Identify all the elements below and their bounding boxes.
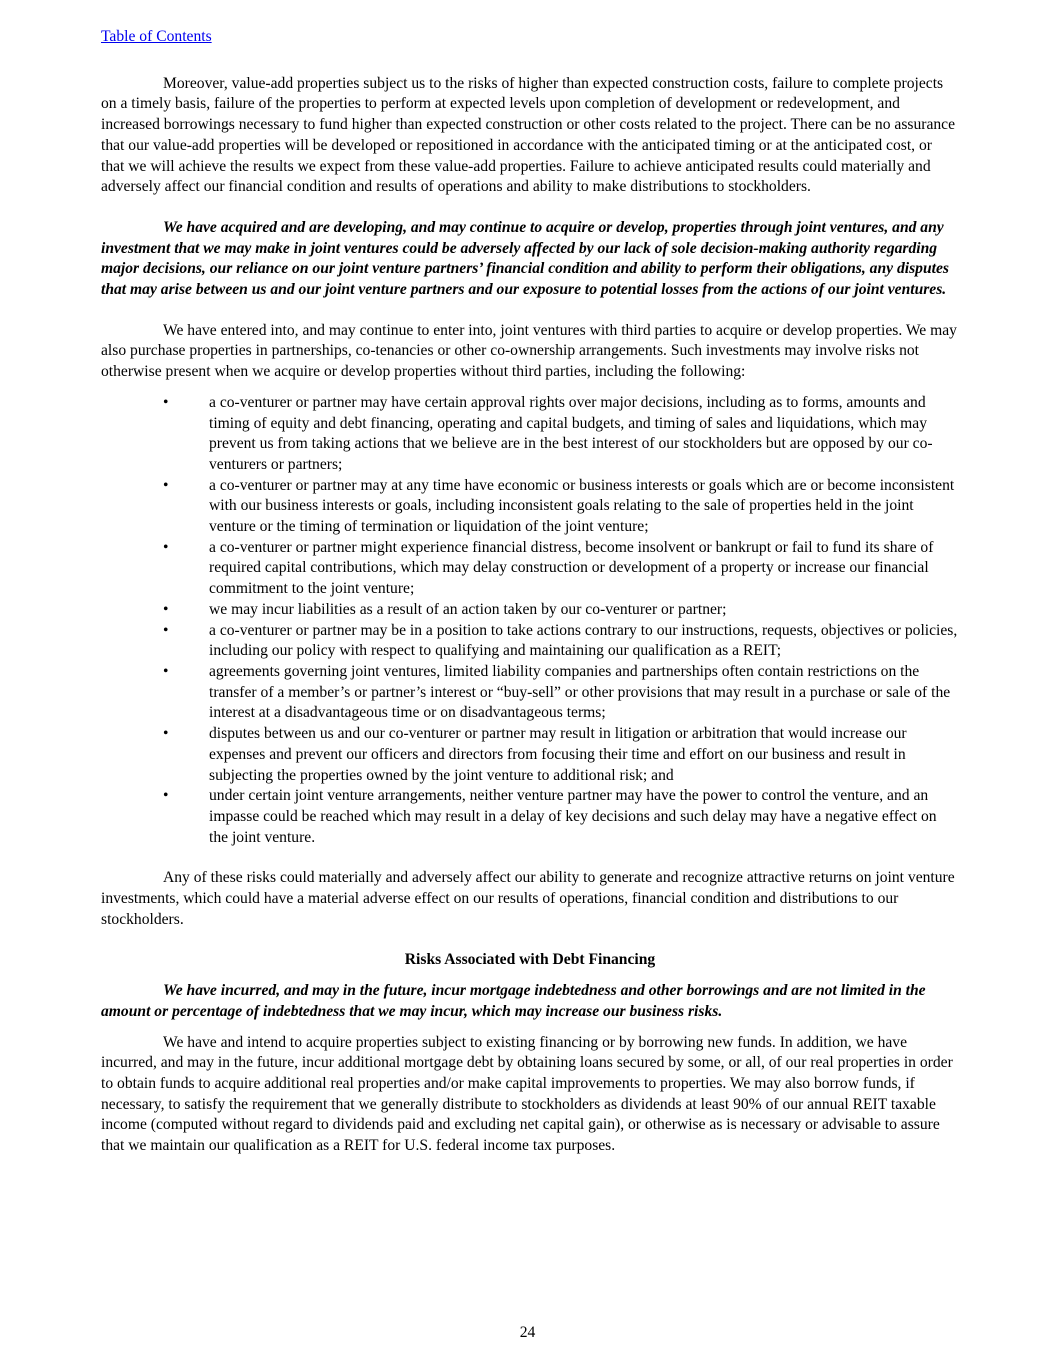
- bullet-icon: •: [163, 600, 169, 618]
- risk-heading-mortgage-indebtedness: We have incurred, and may in the future, incur mortgage indebtedness and other borrowings and are not limited in the amount or percentage of indebtedness that we may incur, which may increase our business risks.: [101, 982, 926, 1020]
- list-item-text: a co-venturer or partner may at any time have economic or business interests or goals which are or become inconsistent with our business interests or goals, including inconsistent goals relating to the sale of properties held in the joint venture or the timing of termination or liquidation of the joint venture;: [209, 476, 955, 536]
- list-item: [101, 393, 959, 476]
- bullet-icon: •: [163, 393, 169, 411]
- list-item: [101, 476, 959, 538]
- document-page: [101, 27, 959, 1157]
- section-heading-debt-financing: Risks Associated with Debt Financing: [404, 951, 656, 969]
- bullet-icon: •: [163, 476, 169, 494]
- list-item: [101, 662, 959, 724]
- risk-heading-joint-ventures: We have acquired and are developing, and may continue to acquire or develop, properties through joint ventures, and any investment that we may make in joint ventures could be adversely affected by our lack of sole decision-making authority regarding major decisions, our reliance on our joint venture partners’ financial condition and ability to perform their obligations, any disputes that may arise between us and our joint venture partners and our exposure to potential losses from the actions of our joint ventures.: [101, 218, 949, 299]
- paragraph-joint-venture-summary: Any of these risks could materially and adversely affect our ability to generate and recognize attractive returns on joint venture investments, which could have a material adverse effect on our results of operations, financial condition and distributions to our stockholders.: [101, 869, 955, 928]
- bullet-icon: •: [163, 621, 169, 639]
- list-item-text: a co-venturer or partner may be in a position to take actions contrary to our instructions, requests, objectives or policies, including our policy with respect to qualifying and maintaining our qualification as a REIT;: [209, 621, 958, 660]
- paragraph-joint-ventures-intro: We have entered into, and may continue to enter into, joint ventures with third parties to acquire or develop properties. We may also purchase properties in partnerships, co-tenancies or other co-ownership arrangements. Such investments may involve risks not otherwise present when we acquire or develop properties without third parties, including the following:: [101, 321, 957, 381]
- paragraph-debt-financing: We have and intend to acquire properties subject to existing financing or by borrowing new funds. In addition, we have incurred, and may in the future, incur additional mortgage debt by obtaining loans secured by some, or all, of our real properties in order to obtain funds to acquire additional real properties and/or make capital improvements to properties. We may also borrow funds, if necessary, to satisfy the requirement that we generally distribute to stockholders as dividends at least 90% of our annual REIT taxable income (computed without regard to dividends paid and excluding net capital gain), or otherwise as is necessary or advisable to assure that we maintain our qualification as a REIT for U.S. federal income tax purposes.: [101, 1033, 953, 1155]
- bullet-icon: •: [163, 538, 169, 556]
- bullet-icon: •: [163, 725, 169, 743]
- bullet-icon: •: [163, 662, 169, 680]
- page-number: 24: [519, 1324, 536, 1341]
- list-item-text: a co-venturer or partner may have certain approval rights over major decisions, including as to forms, amounts and timing of equity and debt financing, operating and capital budgets, and timing of sales and liquidations, which may prevent us from taking actions that we believe are in the best interest of our stockholders but are opposed by our co-venturers or partners;: [209, 393, 933, 473]
- list-item: [101, 600, 959, 621]
- table-of-contents-link[interactable]: Table of Contents: [101, 28, 212, 45]
- joint-venture-risk-list: [101, 393, 959, 848]
- list-item-text: a co-venturer or partner might experience financial distress, become insolvent or bankrupt or fail to fund its share of required capital contributions, which may delay construction or development of a property or increase our financial commitment to the joint venture;: [209, 538, 934, 598]
- list-item: [101, 538, 959, 600]
- list-item-text: under certain joint venture arrangements, neither venture partner may have the power to control the venture, and an impasse could be reached which may result in a delay of key decisions and such delay may have a negative effect on the joint venture.: [209, 787, 937, 846]
- list-item: [101, 786, 959, 848]
- list-item-text: agreements governing joint ventures, limited liability companies and partnerships often contain restrictions on the transfer of a member’s or partner’s interest or “buy-sell” or other provisions that may result in a purchase or sale of the interest at a disadvantageous time or on disadvantageous terms;: [209, 662, 951, 722]
- bullet-icon: •: [163, 787, 169, 805]
- list-item-text: disputes between us and our co-venturer or partner may result in litigation or arbitration that would increase our expenses and prevent our officers and directors from focusing their time and effort on our business and result in subjecting the properties owned by the joint venture to additional risk; and: [209, 725, 907, 784]
- list-item: [101, 724, 959, 786]
- list-item: [101, 621, 959, 662]
- list-item-text: we may incur liabilities as a result of an action taken by our co-venturer or partner;: [209, 600, 727, 618]
- paragraph-value-add-risks: Moreover, value-add properties subject us to the risks of higher than expected construction costs, failure to complete projects on a timely basis, failure of the properties to perform at expected levels upon completion of development or redevelopment, and increased borrowings necessary to fund higher than expected construction or other costs related to the project. There can be no assurance that our value-add properties will be developed or repositioned in accordance with the anticipated timing or at the anticipated cost, or that we will achieve the results we expect from these value-add properties. Failure to achieve anticipated results could materially and adversely affect our financial condition and results of operations and ability to make distributions to stockholders.: [101, 74, 956, 196]
